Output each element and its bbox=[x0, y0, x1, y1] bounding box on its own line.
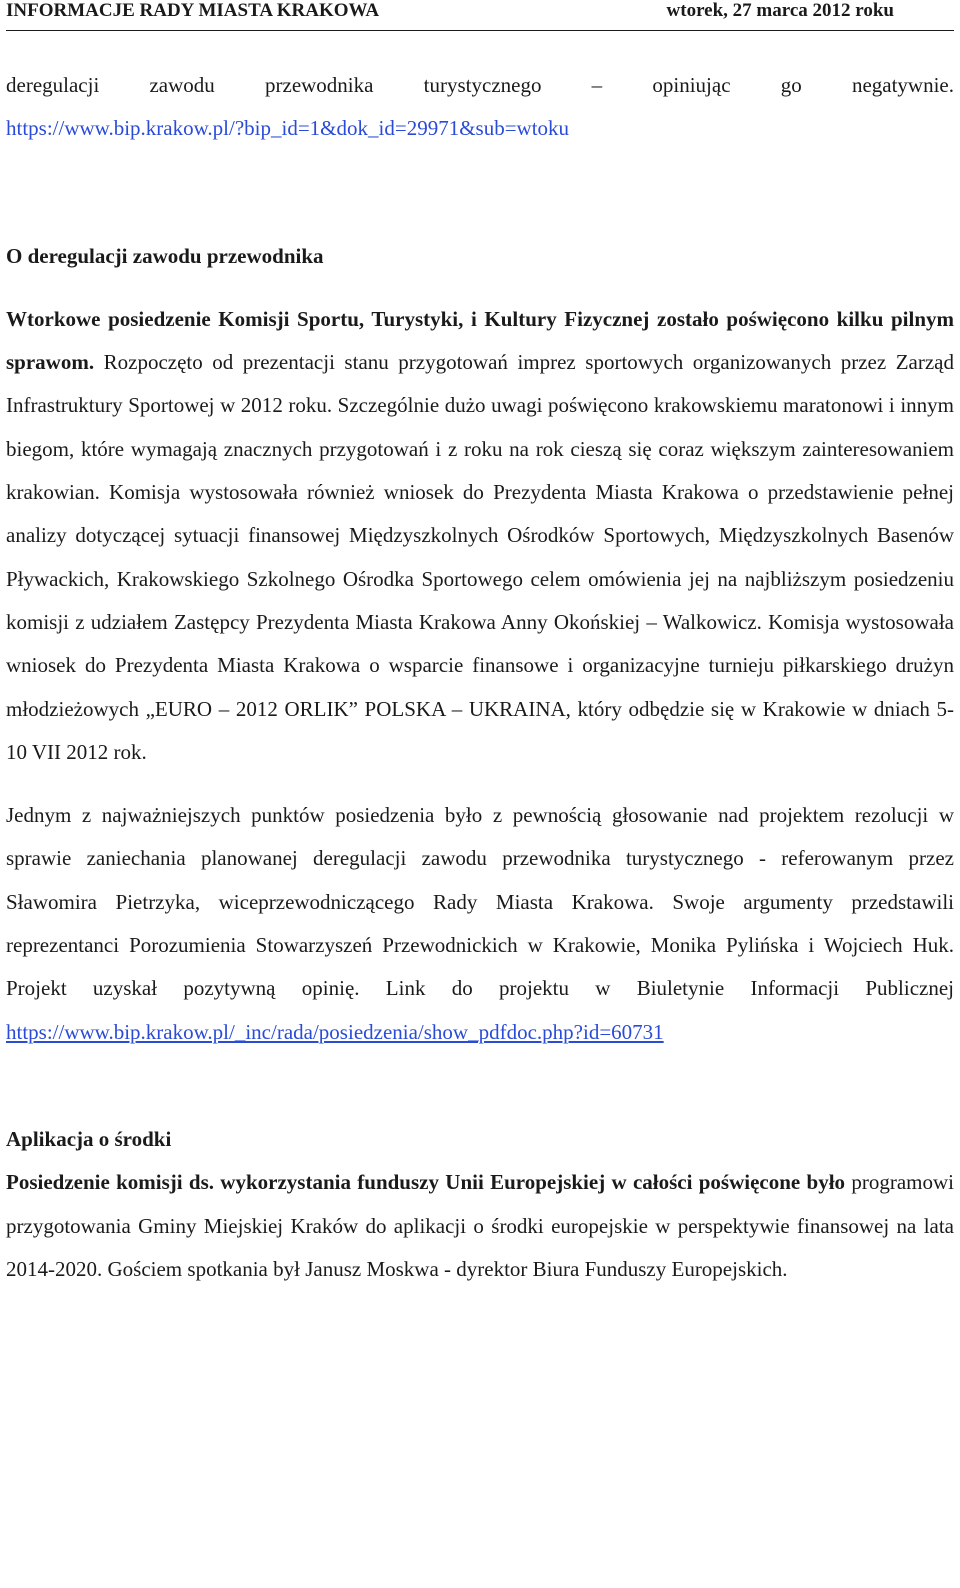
page-header bbox=[6, 0, 954, 31]
section2-paragraph bbox=[6, 794, 954, 1010]
section1-body: Rozpoczęto od prezentacji stanu przygotowań imprez sportowych organizowanych przez Zarząd Infrastruktury Sportowej w 2012 roku. Szczególnie dużo uwagi poświęcono krakowskiemu maratonowi i innym biegom, które wymagają znacznych przygotowań i z roku na rok cieszą się coraz większym zainteresowaniem krakowian. Komisja wystosowała również wniosek do Prezydenta Miasta Krakowa o przedstawienie pełnej analizy dotyczącej sytuacji finansowej Międzyszkolnych Ośrodków Sportowych, Międzyszkolnych Basenów Pływackich, Krakowskiego Szkolnego Ośrodka Sportowego celem omówienia jej na najbliższym posiedzeniu komisji z udziałem Zastępcy Prezydenta Miasta Krakowa Anny Okońskiej – Walkowicz. Komisja wystosowała wniosek do Prezydenta Miasta Krakowa o wsparcie finansowe i organizacyjne turnieju piłkarskiego drużyn młodzieżowych „EURO – 2012 ORLIK” POLSKA – UKRAINA, który odbędzie się w Krakowie w dniach 5-10 VII 2012 rok. bbox=[6, 350, 954, 764]
header-title: INFORMACJE RADY MIASTA KRAKOWA bbox=[6, 0, 380, 21]
spacer bbox=[6, 774, 954, 794]
section2-link[interactable]: https://www.bip.krakow.pl/_inc/rada/posiedzenia/show_pdfdoc.php?id=60731 bbox=[6, 1019, 664, 1044]
section3-paragraph bbox=[6, 1161, 954, 1291]
intro-paragraph bbox=[6, 107, 954, 150]
section1-paragraph bbox=[6, 298, 954, 774]
section2-link-line bbox=[6, 1011, 954, 1054]
section2-body: Jednym z najważniejszych punktów posiedzenia było z pewnością głosowanie nad projektem rezolucji w sprawie zaniechania planowanej deregulacji zawodu przewodnika turystycznego - referowanym przez Sławomira Pietrzyka, wiceprzewodniczącego Rady Miasta Krakowa. Swoje argumenty przedstawili reprezentanci Porozumienia Stowarzyszeń Przewodnickich w Krakowie, Monika Pylińska i Wojciech Huk. Projekt uzyskał pozytywną opinię. Link do projektu w Biuletynie Informacji Publicznej bbox=[6, 803, 954, 1001]
section3-heading: Aplikacja o środki bbox=[6, 1126, 172, 1151]
document-body bbox=[6, 64, 954, 1291]
spacer bbox=[6, 151, 954, 235]
section1-heading: O deregulacji zawodu przewodnika bbox=[6, 243, 324, 268]
spacer bbox=[6, 1054, 954, 1118]
intro-text: deregulacji zawodu przewodnika turystycznego – opiniując go negatywnie. bbox=[6, 73, 954, 97]
section3-lead: Posiedzenie komisji ds. wykorzystania funduszy Unii Europejskiej w całości poświęcone było bbox=[6, 1170, 846, 1195]
intro-link[interactable]: https://www.bip.krakow.pl/?bip_id=1&dok_id=29971&sub=wtoku bbox=[6, 116, 570, 141]
section1-lead: Wtorkowe posiedzenie Komisji Sportu, Turystyki, i Kultury Fizycznej zostało poświęcono kilku pilnym sprawom. bbox=[6, 306, 954, 375]
header-date: wtorek, 27 marca 2012 roku bbox=[666, 0, 894, 21]
spacer bbox=[6, 278, 954, 298]
section3-body: programowi przygotowania Gminy Miejskiej Kraków do aplikacji o środki europejskie w perspektywie finansowej na lata 2014-2020. Gościem spotkania był Janusz Moskwa - dyrektor Biura Funduszy Europejskich. bbox=[6, 1170, 954, 1281]
